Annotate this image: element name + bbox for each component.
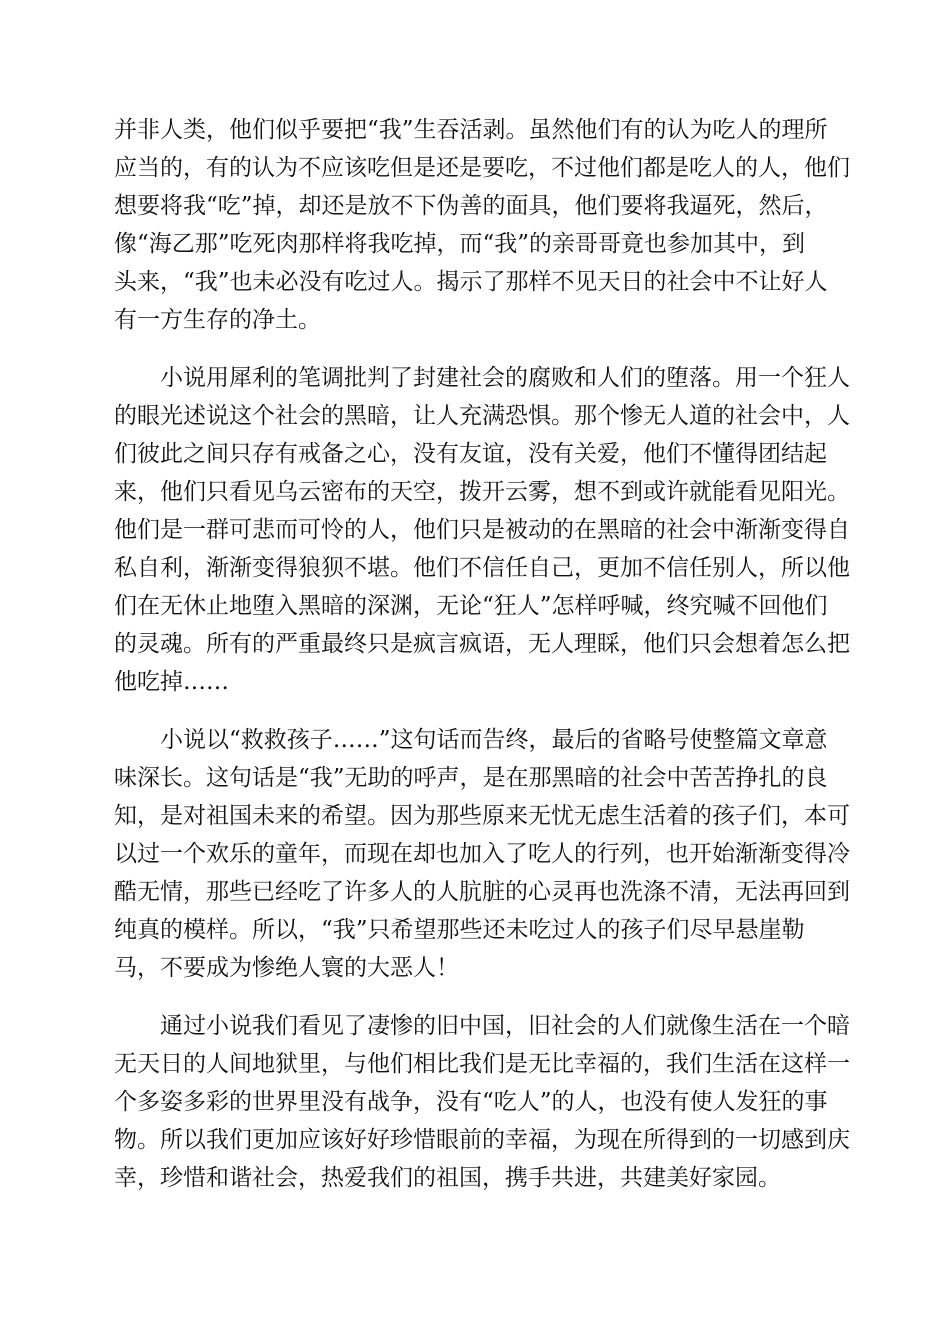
paragraph-4 xyxy=(114,1007,850,1197)
text-line: 们在无休止地堕入黑暗的深渊，无论“狂人”怎样呼喊，终究喊不回他们 xyxy=(114,593,828,619)
text-line: 纯真的模样。所以，“我”只希望那些还未吃过人的孩子们尽早悬崖勒 xyxy=(114,917,805,943)
text-line: 无天日的人间地狱里，与他们相比我们是无比幸福的，我们生活在这样一 xyxy=(114,1051,850,1077)
text-line: 个多姿多彩的世界里没有战争，没有“吃人”的人，也没有使人发狂的事 xyxy=(114,1089,828,1115)
text-line: 像“海乙那”吃死肉那样将我吃掉，而“我”的亲哥哥竟也参加其中，到 xyxy=(114,231,806,257)
text-line: 物。所以我们更加应该好好珍惜眼前的幸福，为现在所得到的一切感到庆 xyxy=(114,1127,850,1153)
paragraph-1 xyxy=(114,111,850,339)
text-line: 酷无情，那些已经吃了许多人的人肮脏的心灵再也洗涤不清，无法再回到 xyxy=(114,879,850,905)
text-line: 想要将我“吃”掉，却还是放不下伪善的面具，他们要将我逼死，然后， xyxy=(114,193,828,219)
text-line: 以过一个欢乐的童年，而现在却也加入了吃人的行列，也开始渐渐变得冷 xyxy=(114,841,850,867)
text-line: 味深长。这句话是“我”无助的呼声，是在那黑暗的社会中苦苦挣扎的良 xyxy=(114,765,828,791)
text-line: 的灵魂。所有的严重最终只是疯言疯语，无人理睬，他们只会想着怎么把 xyxy=(114,631,850,657)
paragraph-3 xyxy=(114,721,850,987)
text-line: 小说以“救救孩子……”这句话而告终，最后的省略号使整篇文章意 xyxy=(160,727,828,753)
text-line: 的眼光述说这个社会的黑暗，让人充满恐惧。那个惨无人道的社会中，人 xyxy=(114,403,850,429)
text-line: 小说用犀利的笔调批判了封建社会的腐败和人们的堕落。用一个狂人 xyxy=(160,365,850,391)
text-line: 有一方生存的净土。 xyxy=(114,307,321,333)
text-line: 私自利，渐渐变得狼狈不堪。他们不信任自己，更加不信任别人，所以他 xyxy=(114,555,850,581)
text-line: 他吃掉…… xyxy=(114,669,229,695)
text-line: 马，不要成为惨绝人寰的大恶人！ xyxy=(114,955,459,981)
text-line: 应当的，有的认为不应该吃但是还是要吃，不过他们都是吃人的人，他们 xyxy=(114,155,850,181)
text-line: 们彼此之间只存有戒备之心，没有友谊，没有关爱，他们不懂得团结起 xyxy=(114,441,827,467)
document-body xyxy=(114,111,850,1197)
text-line: 知，是对祖国未来的希望。因为那些原来无忧无虑生活着的孩子们，本可 xyxy=(114,803,850,829)
text-line: 头来，“我”也未必没有吃过人。揭示了那样不见天日的社会中不让好人 xyxy=(114,269,828,295)
text-line: 幸，珍惜和谐社会，热爱我们的祖国，携手共进，共建美好家园。 xyxy=(114,1165,781,1191)
text-line: 来，他们只看见乌云密布的天空，拨开云雾，想不到或许就能看见阳光。 xyxy=(114,479,850,505)
paragraph-2 xyxy=(114,359,850,701)
text-line: 并非人类，他们似乎要把“我”生吞活剥。虽然他们有的认为吃人的理所 xyxy=(114,117,828,143)
text-line: 通过小说我们看见了凄惨的旧中国，旧社会的人们就像生活在一个暗 xyxy=(160,1013,850,1039)
text-line: 他们是一群可悲而可怜的人，他们只是被动的在黑暗的社会中渐渐变得自 xyxy=(114,517,850,543)
